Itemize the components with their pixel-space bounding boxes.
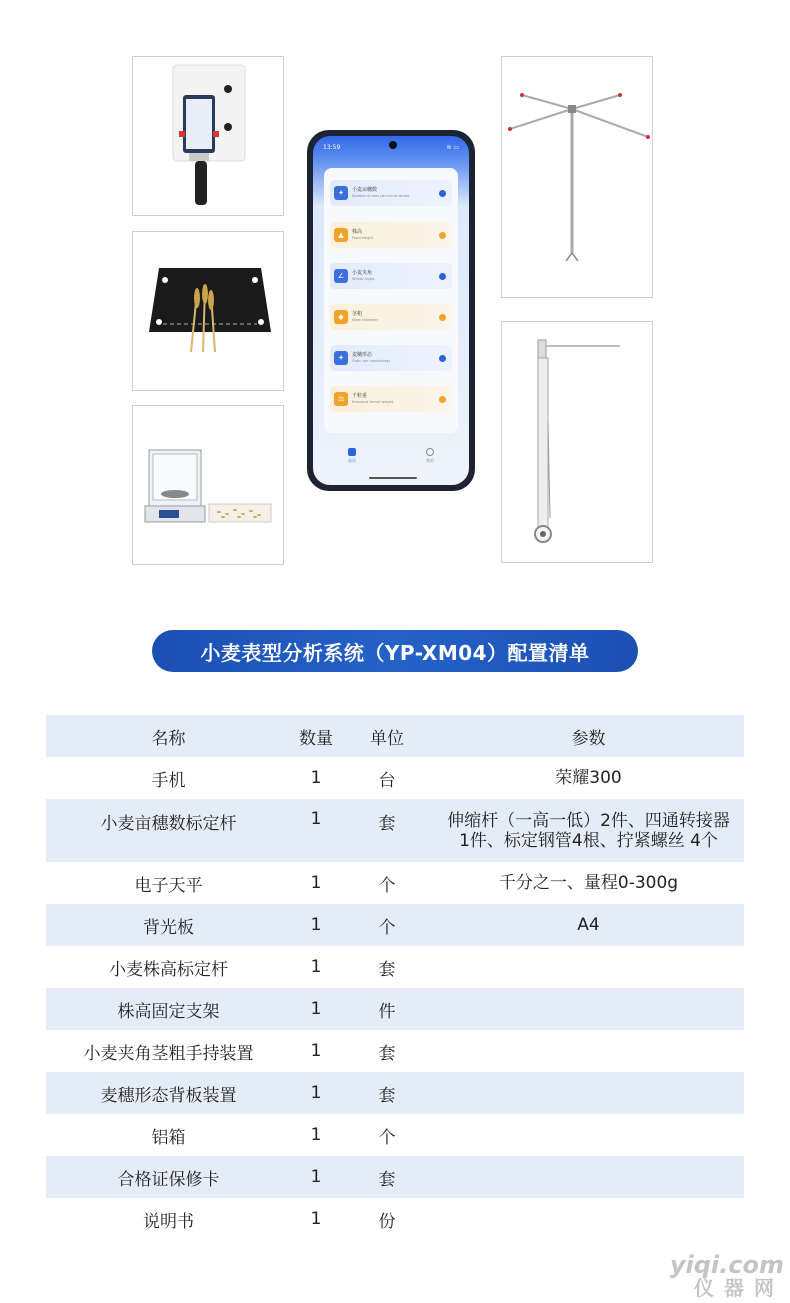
param-line: 伸缩杆（一高一低）2件、四通转接器: [447, 810, 730, 831]
menu-item-subtitle: Number of ears per mu of wheat: [352, 194, 410, 198]
arrow-icon: [439, 273, 446, 280]
menu-item-ear-morphology[interactable]: [330, 345, 452, 371]
cell-param: [433, 1198, 744, 1240]
menu-item-title: 小麦夹角: [352, 270, 373, 276]
header-qty: 数量: [299, 728, 333, 749]
cell-qty: 1: [310, 1041, 322, 1061]
cell-qty: 1: [310, 915, 322, 935]
cell-param: [433, 1114, 744, 1156]
photo-handheld-device: [132, 56, 284, 216]
cell-unit: 套: [378, 1043, 396, 1064]
cell-name: 株高固定支架: [117, 1001, 220, 1022]
arrow-icon: [439, 396, 446, 403]
handheld-device-illustration: [133, 57, 284, 216]
cell-param: 荣耀300: [555, 768, 622, 788]
home-icon: [348, 448, 356, 456]
nav-home[interactable]: [348, 448, 356, 478]
arrow-icon: [439, 190, 446, 197]
param-line: 1件、标定钢管4根、拧紧螺丝 4个: [459, 830, 718, 851]
backboard-illustration: [133, 232, 284, 391]
cell-name: 铝箱: [151, 1127, 186, 1148]
table-row: [46, 799, 744, 862]
menu-item-title: 茎粗: [352, 311, 363, 317]
height-rod-illustration: [502, 322, 653, 563]
cell-qty: 1: [310, 1209, 322, 1229]
cell-param: [433, 1156, 744, 1198]
header-param: 参数: [571, 728, 606, 749]
cell-unit: 个: [378, 1127, 396, 1148]
cell-param: [433, 988, 744, 1030]
table-row: [46, 1114, 744, 1156]
watermark: [664, 1253, 784, 1299]
wheat-icon: ✦: [334, 186, 348, 200]
cell-param: A4: [577, 915, 600, 935]
arrow-icon: [439, 314, 446, 321]
cell-name: 手机: [151, 770, 186, 791]
cell-unit: 套: [378, 959, 396, 980]
cell-unit: 个: [378, 917, 396, 938]
cell-qty: 1: [310, 957, 322, 977]
stem-icon: ◆: [334, 310, 348, 324]
table-row: [46, 1198, 744, 1240]
watermark-domain: yiqi.com: [669, 1251, 784, 1279]
cell-name: 合格证保修卡: [117, 1169, 220, 1190]
cell-param: 千分之一、量程0-300g: [498, 873, 679, 893]
cell-qty: 1: [310, 768, 322, 788]
cell-unit: 件: [378, 1001, 396, 1022]
status-icons: ≋ ▭: [446, 143, 459, 151]
cell-qty: 1: [310, 1167, 322, 1187]
table-row: [46, 904, 744, 946]
home-indicator: [369, 477, 417, 479]
cell-param: [433, 1072, 744, 1114]
cross-rod-illustration: [502, 57, 653, 298]
nav-mine[interactable]: [426, 448, 434, 478]
user-icon: [426, 448, 434, 456]
cell-param: [433, 799, 744, 862]
menu-item-wheat-angle[interactable]: [330, 263, 452, 289]
cell-unit: 台: [378, 770, 396, 791]
plant-icon: ▲: [334, 228, 348, 242]
nav-label: 我的: [426, 458, 434, 463]
menu-card: [324, 168, 458, 433]
menu-item-plant-height[interactable]: [330, 222, 452, 248]
config-table: [46, 715, 744, 1240]
cell-name: 背光板: [143, 917, 194, 938]
table-row: [46, 1072, 744, 1114]
cell-name: 小麦夹角茎粗手持装置: [83, 1043, 254, 1064]
photo-calibration-rod-cross: [501, 56, 653, 298]
photo-height-rod: [501, 321, 653, 563]
angle-icon: ∠: [334, 269, 348, 283]
cell-unit: 套: [378, 1169, 396, 1190]
menu-item-ear-count[interactable]: [330, 180, 452, 206]
table-row: [46, 1030, 744, 1072]
menu-item-title: 麦穗形态: [352, 352, 373, 358]
cell-qty: 1: [310, 999, 322, 1019]
arrow-icon: [439, 232, 446, 239]
photo-backboard: [132, 231, 284, 391]
cell-param: [433, 1030, 744, 1072]
camera-icon: [389, 141, 397, 149]
menu-item-stem-diameter[interactable]: [330, 304, 452, 330]
bottom-nav: [313, 448, 469, 478]
header-name: 名称: [151, 728, 186, 749]
cell-qty: 1: [310, 873, 322, 893]
cell-unit: 套: [378, 1085, 396, 1106]
menu-item-kernel-weight[interactable]: [330, 386, 452, 412]
cell-name: 麦穗形态背板装置: [100, 1085, 237, 1106]
cell-name: 小麦亩穗数标定杆: [100, 814, 237, 834]
cell-qty: 1: [310, 809, 322, 829]
arrow-icon: [439, 355, 446, 362]
cell-qty: 1: [310, 1125, 322, 1145]
ear-icon: ✦: [334, 351, 348, 365]
cell-unit: 份: [378, 1211, 396, 1232]
status-time: 13:59: [323, 143, 341, 151]
phone-mockup: [307, 130, 475, 491]
table-header-row: [46, 715, 744, 757]
watermark-brand: 仪器网: [694, 1276, 784, 1300]
cell-unit: 套: [378, 814, 396, 834]
phone-screen: [313, 136, 469, 485]
cell-qty: 1: [310, 1083, 322, 1103]
cell-name: 说明书: [143, 1211, 194, 1232]
menu-item-title: 千粒重: [352, 393, 368, 399]
menu-item-subtitle: Wheat Angle: [352, 277, 375, 281]
cell-name: 电子天平: [134, 875, 203, 896]
table-row: [46, 946, 744, 988]
cell-param: [433, 946, 744, 988]
menu-item-title: 小麦亩穗数: [352, 187, 378, 193]
table-row: [46, 1156, 744, 1198]
cell-unit: 个: [378, 875, 396, 896]
cell-name: 小麦株高标定杆: [109, 959, 228, 980]
header-unit: 单位: [370, 728, 404, 749]
menu-item-subtitle: Plant height: [352, 236, 374, 240]
table-row: [46, 757, 744, 799]
table-row: [46, 988, 744, 1030]
scale-icon: ⚖: [334, 392, 348, 406]
balance-illustration: [133, 406, 284, 565]
page-title: 小麦表型分析系统（YP-XM04）配置清单: [152, 630, 638, 672]
table-row: [46, 862, 744, 904]
menu-item-subtitle: Stem diameter: [352, 318, 379, 322]
menu-item-subtitle: Grain ear morphology: [352, 359, 391, 363]
nav-label: 首页: [348, 458, 356, 463]
menu-item-title: 株高: [352, 229, 363, 235]
photo-electronic-balance: [132, 405, 284, 565]
menu-item-subtitle: thousand kernel weight: [352, 400, 394, 404]
